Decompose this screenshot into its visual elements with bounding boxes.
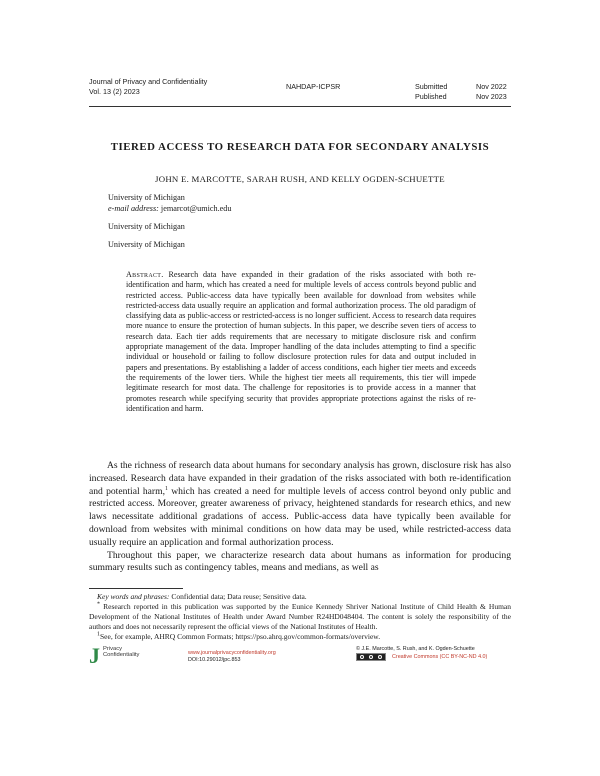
footnote-ref-1[interactable]: 1: [164, 485, 168, 492]
footer-links: [188, 650, 276, 665]
journal-volume: Vol. 13 (2) 2023: [89, 86, 140, 96]
body-paragraph-2: Throughout this paper, we characterize research data about humans as information for producing summary results such as contingency tables, means and medians, as well as: [89, 549, 511, 574]
keywords: Key words and phrases: Confidential data; Data reuse; Sensitive data.: [97, 592, 307, 601]
keywords-label: Key words and phrases:: [97, 592, 170, 601]
footer-license: [356, 646, 487, 661]
journal-header: [89, 77, 207, 96]
cc-license-icon[interactable]: [356, 653, 386, 661]
affiliation-institution: University of Michigan: [108, 222, 185, 231]
abstract: [126, 270, 476, 414]
copyright: © J.E. Marcotte, S. Rush, and K. Ogden-Schuette: [356, 646, 475, 652]
journal-url-link[interactable]: www.journalprivacyconfidentiality.org: [188, 650, 276, 656]
journal-name: Journal of Privacy and Confidentiality: [89, 77, 208, 86]
footnotes: [89, 592, 511, 642]
funding-note: * Research reported in this publication was supported by the Eunice Kennedy Shriver National Institute of Child Health & Human Development of the National Institutes of Health under Award Number R24HD048404. The content is solely the responsibility of the authors and does not necessarily represent the official views of the National Institutes of Health.: [89, 601, 511, 631]
published-label: Published: [415, 91, 447, 101]
abstract-label: Abstract.: [126, 270, 164, 279]
published-date: Nov 2023: [476, 91, 507, 101]
submitted-date: Nov 2022: [476, 82, 507, 91]
affiliation-1: [108, 193, 231, 214]
footnote-divider: [89, 588, 183, 589]
affiliation-institution: University of Michigan: [108, 240, 185, 249]
body-text: [89, 460, 511, 575]
journal-logo: [89, 645, 159, 669]
paper-title: TIERED ACCESS TO RESEARCH DATA FOR SECONDARY ANALYSIS: [110, 141, 490, 153]
affiliation-3: [108, 240, 185, 251]
affiliation-2: [108, 222, 185, 233]
paper-authors: JOHN E. MARCOTTE, SARAH RUSH, AND KELLY OGDEN-SCHUETTE: [155, 174, 445, 184]
header-divider: [89, 106, 511, 107]
logo-letter: J: [89, 643, 100, 668]
email-label: e-mail address:: [108, 203, 159, 213]
body-paragraph-1: As the richness of research data about humans for secondary analysis has grown, disclosure risk has also increased. Research data have expanded in their gradation of the risks associated with both re-identification and potential harm,$^1$ which has created a need for multiple levels of access control beyond only public and restricted access. Moreover, greater awareness of privacy, heightened standards for research ethics, and new laws necessitate additional gradations of access. Public-access data have typically been available for download from websites with minimal conditions on how data may be used, while restricted-access data usually require an application and formal authorization process.: [89, 460, 511, 548]
email-address[interactable]: jemarcot@umich.edu: [160, 203, 232, 213]
abstract-text: Research data have expanded in their gradation of the risks associated with both re-identification and harm, which has created a need for multiple levels of access controls beyond public and restricted access. Public-access data have typically been available for download from websites while restricted-access data usually require an application and formal authorization process. The old paradigm of classifying data as public-access or restricted-access is no longer sufficient. Access to research data requires more nuance to ensure the protection of human subjects. In this paper, we describe seven tiers of access to research data. Each tier adds requirements that are necessary to mitigate disclosure risk and confirm appropriate management of the data. Improper handling of the data includes attempting to find a specific individual or household or failing to follow disclosure protection rules for data and output included in papers and presentations. By establishing a ladder of access conditions, each higher tier meets and exceeds the requirements of the lower tiers. While the highest tier meets all requirements, this tier will impede legitimate research for most data. The challenge for repositories is to provide access in a manner that promotes research while specifying security that provides appropriate protections against the risks of re-identification and harm.: [126, 270, 476, 413]
license-link[interactable]: Creative Commons (CC BY-NC-ND 4.0): [392, 653, 488, 660]
submitted-label: Submitted: [415, 82, 448, 91]
submission-dates: [415, 82, 507, 101]
header-center: NAHDAP-ICPSR: [286, 82, 341, 91]
footnote-1: $^1$See, for example, AHRQ Common Formats; https://pso.ahrq.gov/common-formats/overview.: [97, 631, 381, 641]
doi: DOI:10.29012/jpc.853: [188, 657, 241, 664]
logo-text: Privacy Confidentiality: [103, 646, 140, 659]
affiliation-institution: University of Michigan: [108, 193, 185, 202]
